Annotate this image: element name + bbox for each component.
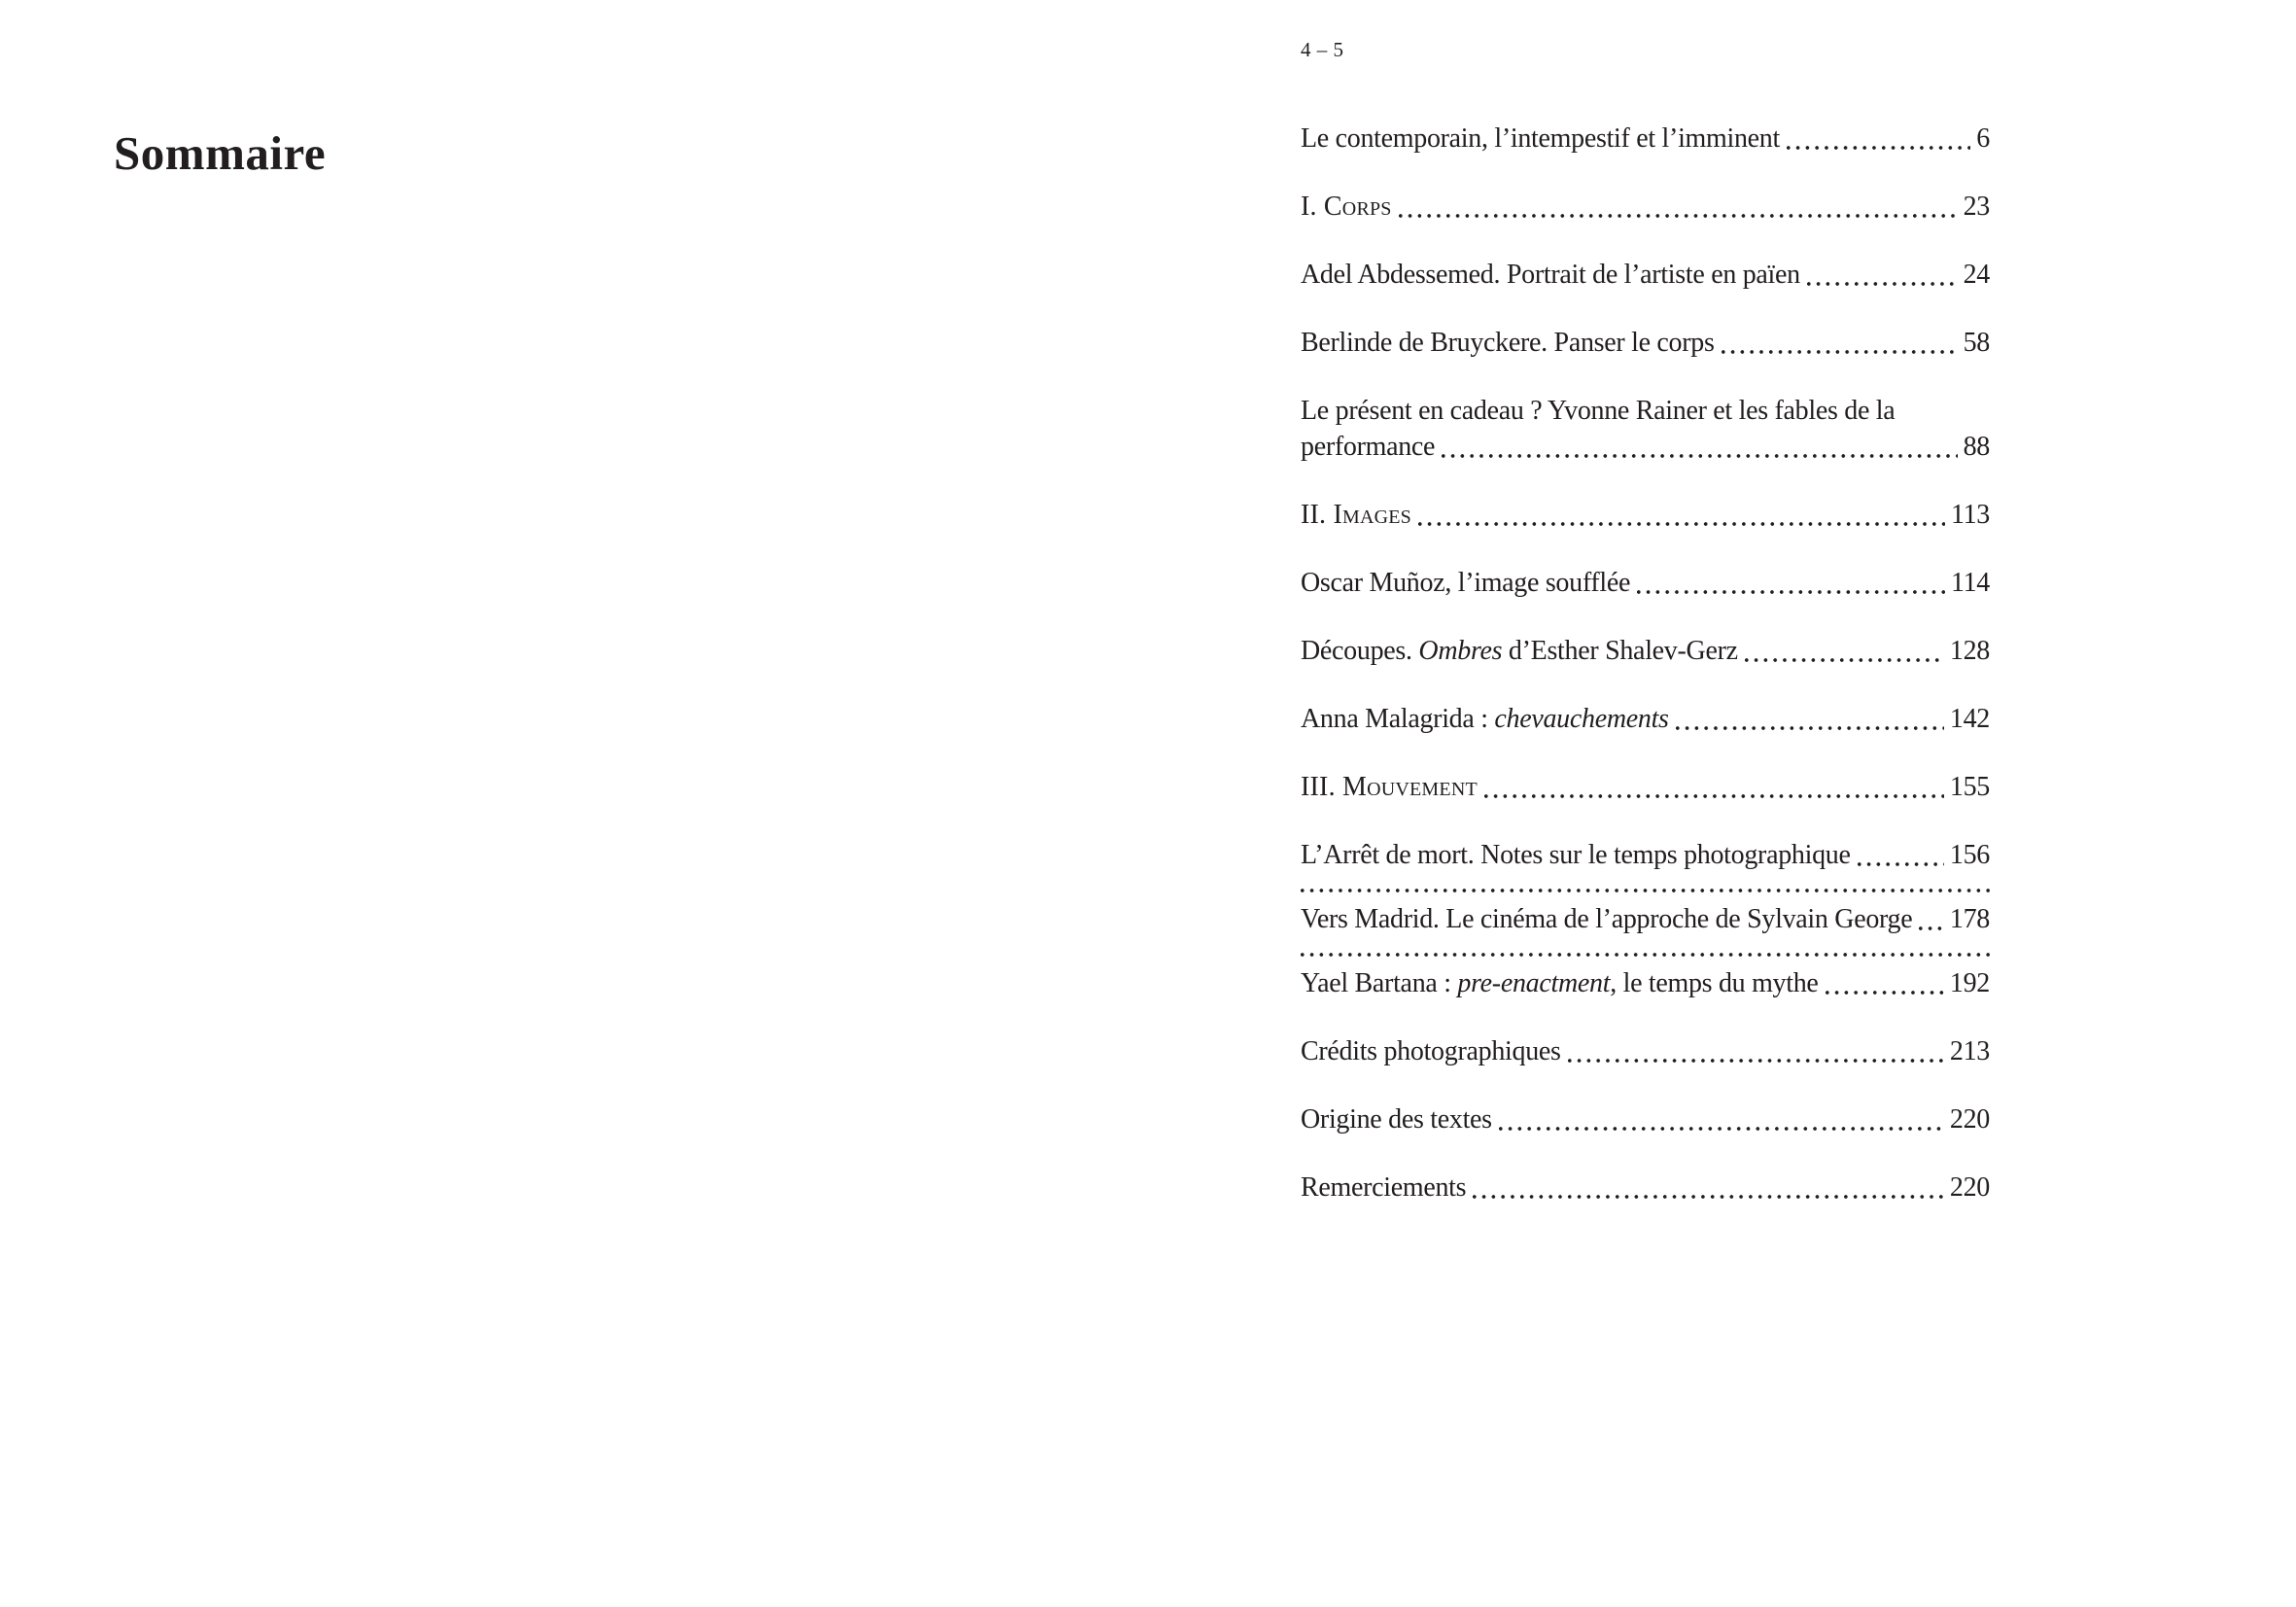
toc-entry [1301,431,1990,464]
toc-leader-dots [1301,888,1990,893]
toc-entry [1301,903,1990,936]
toc-leader-dots [1826,990,1944,996]
toc-entry [1301,771,1990,804]
toc-entry-title: I. Corps [1301,192,1392,222]
toc-entry [1301,1103,1990,1136]
toc-leader-dots [1399,213,1958,219]
toc-leader-dots [1787,145,1970,151]
toc-entry-title: Yael Bartana : pre-enactment, le temps du mythe [1301,968,1819,998]
toc-page-number: 114 [1950,568,1990,598]
toc-leader-dots [1722,349,1958,355]
right-page [1148,0,2296,1607]
toc-entry [1301,191,1990,224]
toc-page-number: 6 [1976,123,1990,154]
toc-orphan-leader-row [1301,882,1990,893]
toc-page-number: 220 [1949,1104,1990,1135]
toc-orphan-leader-row [1301,946,1990,958]
toc-leader-dots [1499,1126,1944,1132]
toc-entry-title: Vers Madrid. Le cinéma de l’approche de Sylvain George [1301,904,1913,934]
toc-leader-dots [1807,281,1958,287]
toc-leader-dots [1919,926,1944,931]
toc-entry-title: III. Mouvement [1301,772,1478,802]
toc-entry-title: Découpes. Ombres d’Esther Shalev-Gerz [1301,636,1738,666]
toc-leader-dots [1637,589,1945,595]
toc-leader-dots [1484,793,1944,799]
toc-page-number: 192 [1949,968,1990,998]
toc-page-number: 24 [1963,260,1990,290]
toc-leader-dots [1676,725,1944,731]
toc-entry [1301,499,1990,532]
toc-column [1301,37,1990,1240]
toc-page-number: 23 [1963,192,1990,222]
toc-entry-title: Berlinde de Bruyckere. Panser le corps [1301,328,1715,358]
toc-page-number: 142 [1949,704,1990,734]
toc-leader-dots [1442,453,1957,459]
toc-entry-title: L’Arrêt de mort. Notes sur le temps photographique [1301,840,1851,870]
toc-entry [1301,703,1990,736]
toc-entry [1301,259,1990,292]
toc-leader-dots [1418,521,1945,527]
folio-page-numbers: 4 – 5 [1301,38,1344,61]
toc-entry-wrap-line: Le présent en cadeau ? Yvonne Rainer et les fables de la [1301,396,1896,426]
toc-entry [1301,967,1990,1000]
toc-entry-title: Anna Malagrida : chevauchements [1301,704,1669,734]
page-title: Sommaire [114,125,327,180]
toc-entry [1301,1035,1990,1068]
toc-list [1301,122,1990,1205]
toc-page-number: 220 [1949,1172,1990,1203]
toc-entry-title: Le contemporain, l’intempestif et l’imminent [1301,123,1780,154]
toc-page-number: 213 [1949,1036,1990,1066]
toc-page-number: 155 [1949,772,1990,802]
toc-entry-title: Remerciements [1301,1172,1467,1203]
toc-entry [1301,327,1990,360]
toc-leader-dots [1745,657,1944,663]
toc-entry-title: performance [1301,432,1436,462]
toc-page-number: 178 [1949,904,1990,934]
toc-entry [1301,839,1990,872]
toc-entry [1301,635,1990,668]
toc-leader-dots [1301,952,1990,958]
toc-page-number: 113 [1950,500,1990,530]
toc-entry-title: Crédits photographiques [1301,1036,1561,1066]
toc-entry [1301,567,1990,600]
toc-page-number: 128 [1949,636,1990,666]
toc-page-number: 88 [1963,432,1990,462]
toc-entry-title: II. Images [1301,500,1411,530]
toc-leader-dots [1473,1194,1944,1200]
toc-entry-title: Adel Abdessemed. Portrait de l’artiste en païen [1301,260,1800,290]
toc-entry-title: Origine des textes [1301,1104,1492,1135]
toc-entry [1301,1171,1990,1205]
toc-leader-dots [1858,861,1944,867]
toc-page-number: 156 [1949,840,1990,870]
toc-entry-title: Oscar Muñoz, l’image soufflée [1301,568,1631,598]
toc-leader-dots [1568,1058,1944,1064]
toc-entry [1301,122,1990,156]
toc-page-number: 58 [1963,328,1990,358]
